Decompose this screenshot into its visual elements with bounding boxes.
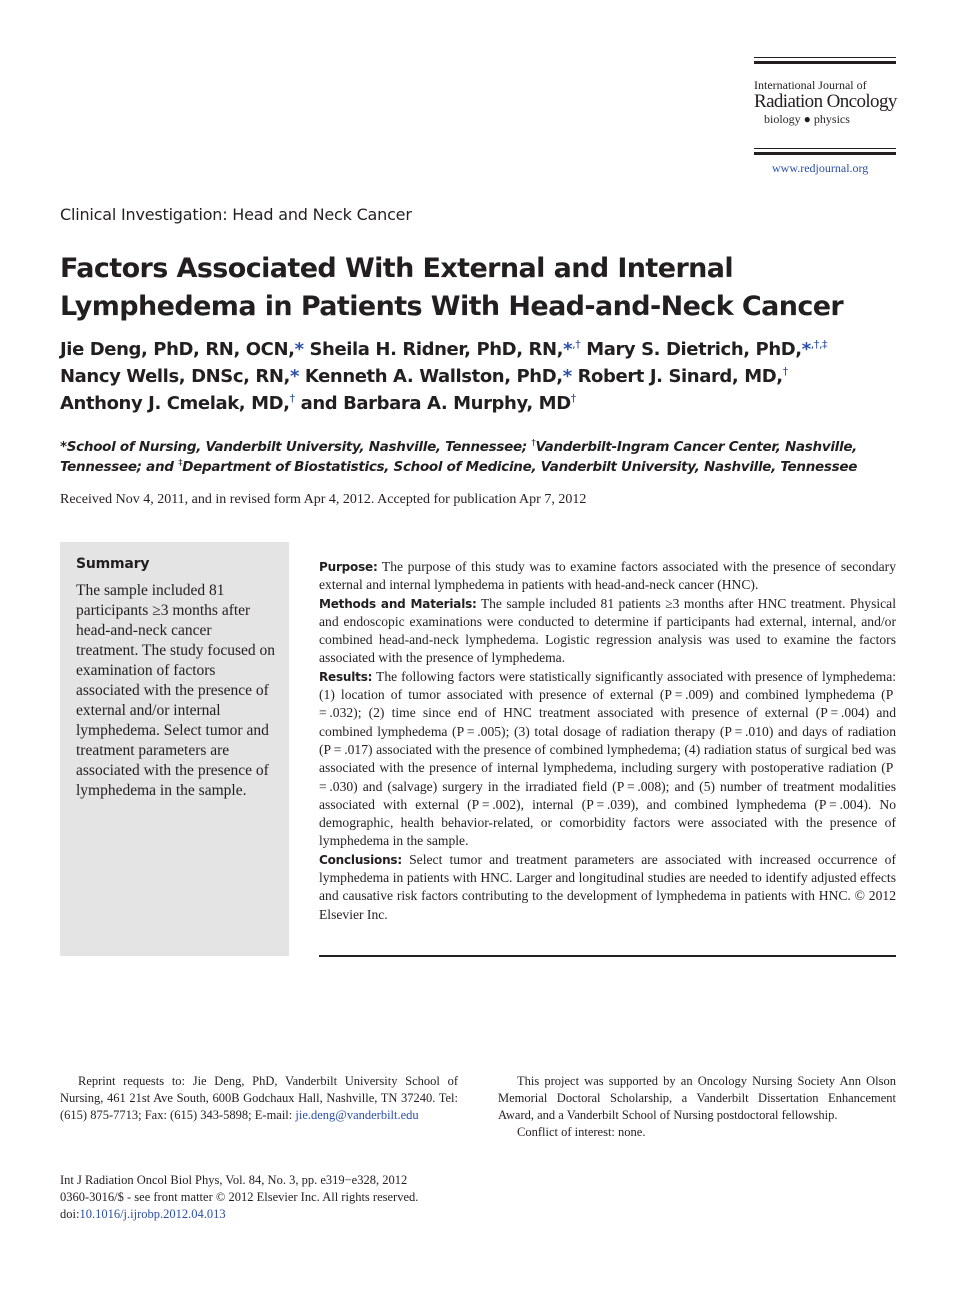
abstract-purpose: Purpose: The purpose of this study was to examine factors associated with the presence of secondary external and internal lymphedema in patients with head-and-neck cancer (HNC). [319, 559, 896, 593]
abstract-methods: Methods and Materials: The sample included 81 patients ≥3 months after HNC treatment. Physical and endoscopic examinations were conducted to determine if participants had external, internal, and/or combined head-and-neck lymphedema. Logistic regression analysis was used to examine the factors associated with the presence of lymphedema. [319, 595, 896, 666]
journal-name-line3: biology ● physics [764, 112, 850, 126]
journal-url-link[interactable]: www.redjournal.org [772, 161, 869, 175]
copyright-line: 0360-3016/$ - see front matter © 2012 Elsevier Inc. All rights reserved. [60, 1190, 419, 1204]
abstract-results: Results: The following factors were statistically significantly associated with presence of lymphedema: (1) location of tumor associated with presence of external (P = .009) and combined lymphedema (P = .032); (2) time since end of HNC treatment associated with presence of external (P = .004) and combined lymphedema (P = .005); (3) total dosage of radiation therapy (P = .010) and days of radiation (P = .017) associated with the presence of combined lymphedema; (4) radiation status of surgical bed was associated with the presence of internal lymphedema, including surgery with postoperative radiation (P = .030) and (salvage) surgery in the irradiated field (P = .008); and (5) number of treatment modalities associated with external (P = .002), internal (P = .039), and combined lymphedema (P = .004). No demographic, health behavior-related, or comorbidity factors were associated with the presence of lymphedema in the sample. [319, 668, 897, 849]
author: Nancy Wells, DNSc, RN,* [60, 366, 299, 387]
summary-heading: Summary [76, 556, 150, 572]
article-title: Factors Associated With External and Internal Lymphedema in Patients With Head-and-Neck Cancer [60, 253, 844, 322]
logo-rule [754, 152, 896, 155]
doi-line: doi:10.1016/j.ijrobp.2012.04.013 [60, 1207, 226, 1221]
logo-rule [754, 148, 896, 149]
author: and Barbara A. Murphy, MD† [300, 392, 576, 414]
abstract [319, 558, 896, 924]
citation-block [60, 1172, 418, 1223]
reprint-requests: Reprint requests to: Jie Deng, PhD, Vanderbilt University School of Nursing, 461 21st Ave South, 600B Godchaux Hall, Nashville, TN 37240. Tel: (615) 875-7713; Fax: (615) 343-5898; E-mail: jie.deng@vanderbilt.edu [60, 1074, 458, 1122]
logo-bottom-rules [754, 148, 896, 155]
author: Kenneth A. Wallston, PhD,* [304, 366, 572, 387]
author: Mary S. Dietrich, PhD,*,†,‡ [586, 338, 828, 360]
funding-text: This project was supported by an Oncology Nursing Society Ann Olson Memorial Doctoral Scholarship, a Vanderbilt Dissertation Enhancement Award, and a Vanderbilt School of Nursing postdoctoral fellowship. [498, 1074, 896, 1122]
conflict-statement: Conflict of interest: none. [517, 1125, 646, 1139]
journal-name-line1: International Journal of [754, 78, 867, 92]
citation-line: Int J Radiation Oncol Biol Phys, Vol. 84, No. 3, pp. e319−e328, 2012 [60, 1173, 408, 1187]
received-dates: Received Nov 4, 2011, and in revised form Apr 4, 2012. Accepted for publication Apr 7, 2012 [60, 492, 587, 507]
section-heading: Clinical Investigation: Head and Neck Cancer [60, 205, 412, 224]
summary-box [60, 542, 289, 956]
funding-note [498, 1073, 896, 1141]
author: Sheila H. Ridner, PhD, RN,*,† [309, 338, 581, 360]
logo-rule [754, 61, 896, 64]
author: Robert J. Sinard, MD,† [577, 365, 788, 387]
email-link[interactable]: jie.deng@vanderbilt.edu [295, 1108, 419, 1122]
author-list [60, 336, 920, 417]
journal-name-line2: Radiation Oncology [754, 91, 897, 112]
abstract-divider [319, 955, 896, 957]
summary-text: The sample included 81 participants ≥3 months after head-and-neck cancer treatment. The study focused on examination of factors associated with the presence of external and/or internal lymphedema. Select tumor and treatment parameters are associated with the presence of lymphedema in the sample. [76, 582, 276, 799]
doi-link[interactable]: 10.1016/j.ijrobp.2012.04.013 [79, 1207, 226, 1221]
abstract-conclusions: Conclusions: Select tumor and treatment parameters are associated with increased occurrence of lymphedema in patients with HNC. Larger and longitudinal studies are needed to identify adjusted effects and causative risk factors contributing to the development of lymphedema in patients with HNC. © 2012 Elsevier Inc. [319, 851, 896, 922]
journal-logo [754, 57, 896, 155]
author: Jie Deng, PhD, RN, OCN,* [60, 339, 304, 360]
logo-rule [754, 57, 896, 58]
author: Anthony J. Cmelak, MD,† [60, 392, 295, 414]
affiliations: *School of Nursing, Vanderbilt University, Nashville, Tennessee; †Vanderbilt-Ingram Cancer Center, Nashville, Tennessee; and ‡Department of Biostatistics, School of Medicine, Vanderbilt University, Nashville, Tennessee [60, 438, 858, 475]
